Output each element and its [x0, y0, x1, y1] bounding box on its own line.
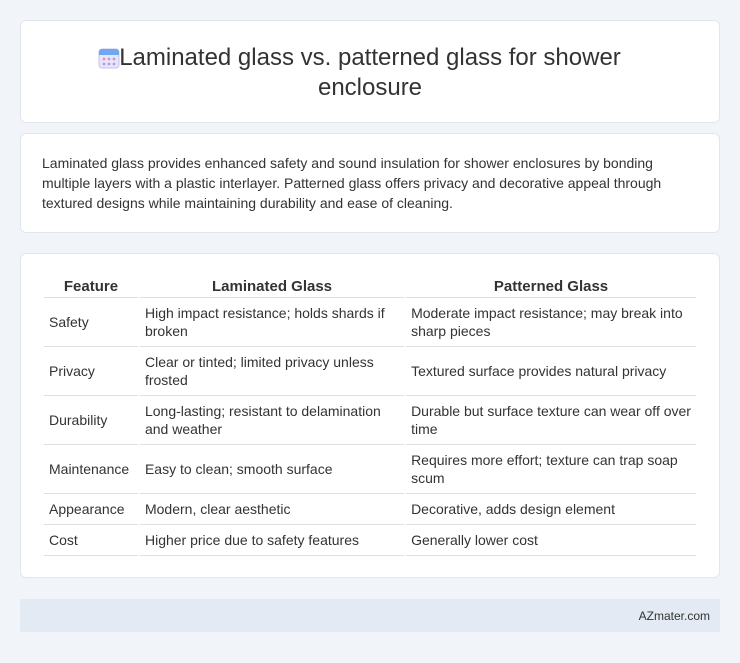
footer-brand[interactable]: AZmater.com — [638, 609, 710, 623]
table-row — [44, 298, 696, 347]
header-feature: Feature — [44, 276, 138, 298]
feature-cell: Privacy — [44, 347, 138, 396]
table-header-row — [44, 276, 696, 298]
patterned-cell: Generally lower cost — [406, 525, 696, 556]
laminated-cell: Easy to clean; smooth surface — [140, 445, 404, 494]
feature-cell: Durability — [44, 396, 138, 445]
comparison-table — [42, 276, 698, 556]
description-text: Laminated glass provides enhanced safety and sound insulation for shower enclosures by bonding multiple layers with a plastic interlayer. Patterned glass offers privacy and decorative appeal through textured designs while maintaining durability and ease of cleaning. — [42, 155, 662, 211]
table-row — [44, 445, 696, 494]
laminated-cell: Long-lasting; resistant to delamination and weather — [140, 396, 404, 445]
title-card — [20, 20, 720, 123]
comparison-card — [20, 253, 720, 578]
patterned-cell: Moderate impact resistance; may break into sharp pieces — [406, 298, 696, 347]
laminated-cell: Higher price due to safety features — [140, 525, 404, 556]
description-card — [20, 133, 720, 233]
table-row — [44, 347, 696, 396]
laminated-cell: High impact resistance; holds shards if broken — [140, 298, 404, 347]
feature-cell: Cost — [44, 525, 138, 556]
patterned-cell: Textured surface provides natural privacy — [406, 347, 696, 396]
patterned-cell: Decorative, adds design element — [406, 494, 696, 525]
feature-cell: Safety — [44, 298, 138, 347]
table-row — [44, 494, 696, 525]
patterned-cell: Durable but surface texture can wear off over time — [406, 396, 696, 445]
patterned-cell: Requires more effort; texture can trap soap scum — [406, 445, 696, 494]
table-row — [44, 525, 696, 556]
header-laminated: Laminated Glass — [140, 276, 404, 298]
laminated-cell: Modern, clear aesthetic — [140, 494, 404, 525]
feature-cell: Maintenance — [44, 445, 138, 494]
header-patterned: Patterned Glass — [406, 276, 696, 298]
table-row — [44, 396, 696, 445]
page-title: Laminated glass vs. patterned glass for shower enclosure — [119, 44, 621, 101]
feature-cell: Appearance — [44, 494, 138, 525]
footer-bar — [20, 599, 720, 632]
laminated-cell: Clear or tinted; limited privacy unless frosted — [140, 347, 404, 396]
